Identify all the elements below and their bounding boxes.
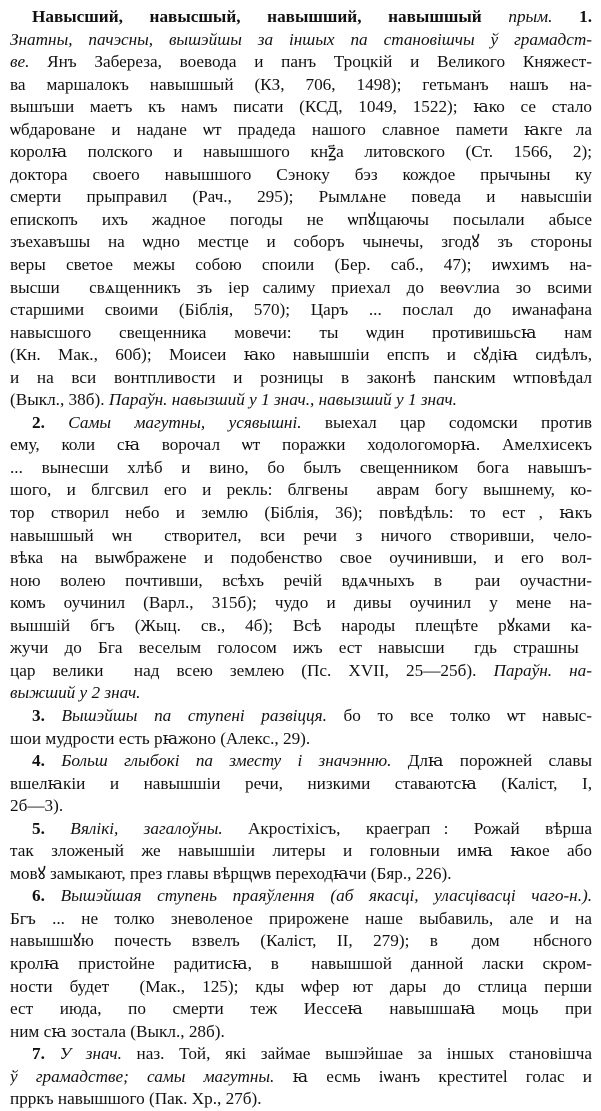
entry-text-line [10, 74, 592, 97]
sense-number: 3. [32, 705, 62, 725]
quotation: ꙗ есмь іѡанъ креститеl голас и [292, 1066, 592, 1086]
cross-reference: выжший у 2 знач. [10, 683, 141, 703]
sense-definition: У знач. [59, 1044, 122, 1064]
entry-text-line [10, 976, 592, 999]
entry-text-line [10, 1021, 592, 1044]
quotation: (Выкл., 38б). [10, 390, 109, 410]
sense-number: 2. [32, 412, 69, 432]
sense-definition: ве. [10, 52, 30, 72]
entry-text-line [10, 1066, 592, 1089]
entry-text-line [10, 682, 592, 705]
sense-number: 5. [32, 818, 71, 838]
part-of-speech: прым. [481, 7, 580, 26]
entry-text-line [10, 457, 592, 480]
sense-definition: Вышэйшая ступень праяўлення (аб якасці, уласцівасці чаго-н.). [60, 886, 592, 906]
quotation: и на вси вонтпливости и розницы в законѣ панским ѡтповѣдал [10, 367, 592, 387]
entry-text-line [10, 502, 592, 525]
cross-reference: Параўн. на- [493, 660, 592, 680]
quotation: (Кн. Мак., 60б); Моисеи ꙗко навышшіи епспъ и сꙋдіꙗ сидѣлъ, [10, 345, 592, 365]
entry-text-line [10, 840, 592, 863]
entry-text-line [10, 277, 592, 300]
quotation: королꙗ полского и навышшого кнꙁ҃а литовского (Ст. 1566, 2); [10, 142, 592, 162]
quotation: навысшого свещенника мовечи: ты ѡдин противишьсꙗ нам [10, 322, 592, 342]
entry-text-line [10, 795, 592, 818]
quotation: Акростіхісъ, краеграпⷭ: Рожай вѣрша [222, 818, 592, 838]
entry-text-line [10, 164, 592, 187]
sense-definition: Знатны, пачэсны, вышэйшы за іншых па становішчы ў грамадст- [10, 29, 592, 49]
quotation: 2б—3). [10, 796, 64, 816]
quotation: так зложеный же навышшіи литеры и головныи имꙗ ꙗкое або [10, 841, 592, 861]
quotation: ест июда, по смерти теж Иессеꙗ навышшаꙗ моць при [10, 999, 592, 1019]
quotation: шого, и блгсвил его и рекль: блгвеныⷭ аврам богу вышнему, ко- [10, 480, 592, 500]
quotation: ... вынесши хлѣб и вино, бо былъ свещенником бога навышъ- [10, 457, 592, 477]
entry-text-line [10, 29, 592, 52]
sense-definition: Вышэйшы па ступені развіцця. [61, 705, 327, 725]
quotation: выехал цар содомски против [301, 412, 592, 432]
quotation: кролꙗ пристойне радитисꙗ, вⷭ навышшой данной ласки скром- [10, 953, 592, 973]
entry-text-line [10, 773, 592, 796]
sense-number: 4. [32, 751, 62, 771]
entry-text-line [10, 141, 592, 164]
quotation: Бгъ ... не толко зневоленое прирожене наше выбавиль, але и на [10, 908, 592, 928]
entry-text-line [10, 953, 592, 976]
quotation: ѡбдароване и надане ѡт прадеда нашого славное памети ꙗкгеⷭла [10, 119, 592, 139]
quotation: вышъши маетъ къ намъ писати (КСД, 1049, 1522); ꙗко се стало [10, 97, 592, 117]
entry-text-line [10, 547, 592, 570]
entry-text-line [10, 119, 592, 142]
entry-text-line [10, 367, 592, 390]
quotation: вѣка на выѡбражене и подобенство свое оучинивши, и его вол- [10, 548, 592, 568]
quotation: шои мудрости есть рꙗжоно (Алекс., 29). [10, 728, 311, 748]
entry-text-line [10, 254, 592, 277]
quotation: бо то все толко ѡт навыс- [326, 705, 592, 725]
headword: Навысший, навысшый, навышший, навышшый [32, 7, 482, 26]
quotation: навышшый ѡнⷭ створител, вси речи з ничого створивши, чело- [10, 525, 592, 545]
entry-text-line [10, 930, 592, 953]
entry-text-line [10, 728, 592, 751]
sense-number: 1. [579, 7, 592, 26]
entry-text-line [10, 818, 592, 841]
entry-text-line [10, 6, 592, 29]
quotation: ним сꙗ зостала (Выкл., 28б). [10, 1021, 225, 1041]
entry-text-line [10, 637, 592, 660]
cross-reference: Параўн. навызший у 1 знач., навызший у 1 знач. [108, 390, 457, 410]
quotation: наз. Той, які займае вышэйшае за іншых становішча [121, 1044, 592, 1064]
entry-text-line [10, 660, 592, 683]
entry-text-line [10, 51, 592, 74]
quotation: тор створил небо и землю (Біблія, 36); повѣдѣль: то естⷭ, ꙗкъ [10, 503, 592, 523]
quotation: вшелꙗкіи и навышшіи речи, низкими ставаютсꙗ (Каліст, I, [10, 773, 592, 793]
quotation: комъ оучинил (Варл., 315б); чудо и дивы оучинил у мене на- [10, 593, 592, 613]
entry-text-line [10, 344, 592, 367]
quotation: Янъ Забереза, воевода и панъ Троцкій и Великого Княжест- [29, 52, 592, 72]
entry-text-line [10, 1088, 592, 1111]
quotation: ва маршалокъ навышшый (КЗ, 706, 1498); гетьманъ нашъ на- [10, 74, 592, 94]
sense-definition: Самы магутны, усявышні. [68, 412, 302, 432]
entry-text-line [10, 1043, 592, 1066]
entry-text-line [10, 209, 592, 232]
quotation: высшиⷭ свѧщенникъ зъ іерꙋсалиму приехал до веѳѵлиа зо всими [10, 277, 592, 297]
entry-text-line [10, 885, 592, 908]
sense-definition: Больш глыбокі па зместу і значэнню. [61, 751, 392, 771]
entry-text-line [10, 299, 592, 322]
quotation: ною волею почтивши, всѣхъ речій вдѧчныхъ вⷭ раи оучастни- [10, 570, 592, 590]
sense-number: 6. [32, 886, 61, 906]
quotation: доктора своего навышшого Сэноку бэз кождое прычыны ку [10, 164, 592, 184]
quotation: зъехавъшы на ѡдно местце и соборъ чынечы, згодꙋ зъ стороны [10, 232, 592, 252]
entry-text-line [10, 322, 592, 345]
entry-text-line [10, 525, 592, 548]
sense-definition: ў грамадстве; самы магутны. [10, 1066, 293, 1086]
entry-text-line [10, 615, 592, 638]
entry-text-line [10, 231, 592, 254]
quotation: навышшꙋю почесть взвелъ (Каліст, II, 279); вⷭ домꙋ нбсного [10, 931, 592, 951]
entry-text-line [10, 389, 592, 412]
entry-text-line [10, 750, 592, 773]
quotation: ности будетⷭ (Мак., 125); кды ѡферꙋют дары до стлица перши [10, 976, 592, 996]
entry-text-line [10, 479, 592, 502]
quotation: веры светое межы собою споили (Бер. саб., 47); иѡхимъ на- [10, 255, 592, 275]
quotation: мовꙋ замыкают, през главы вѣрщѡв переходꙗчи (Бяр., 226). [10, 863, 452, 883]
entry-text-line [10, 570, 592, 593]
entry-text-line [10, 412, 592, 435]
entry-text-line [10, 592, 592, 615]
entry-text-line [10, 863, 592, 886]
entry-text-line [10, 998, 592, 1021]
quotation: ему, коли сꙗ ворочал ѡт поражки ходологоморꙗ. Амелхисекъ [10, 435, 592, 455]
sense-number: 7. [32, 1044, 60, 1064]
entry-text-line [10, 186, 592, 209]
quotation: епископъ ихъ жадное погоды не ѡпꙋщаючы посылали абысе [10, 209, 592, 229]
quotation: смерти прыправил (Рач., 295); Рымлѧне поведа и навысшіи [10, 187, 592, 207]
quotation: старшими своими (Біблія, 570); Царъ ... послал до иѡанафана [10, 300, 592, 320]
quotation: жучи до Бга веселым голосом ижъ ест навысшиⷭ гдь страшныⷭ [10, 638, 592, 658]
quotation: цар великиⷭ над всею землею (Пс. XVII, 25—25б). [10, 660, 494, 680]
sense-definition: Вялікі, загалоўны. [70, 818, 223, 838]
quotation: Длꙗ порожней славы [391, 751, 592, 771]
entry-text-line [10, 434, 592, 457]
entry-text-line [10, 908, 592, 931]
entry-text-line [10, 705, 592, 728]
entry-text-line [10, 96, 592, 119]
quotation: прркъ навышшого (Пак. Хр., 27б). [10, 1089, 262, 1109]
quotation: вышшій бгъ (Жыц. св., 4б); Всѣ народы плещѣте рꙋками ка- [10, 615, 592, 635]
